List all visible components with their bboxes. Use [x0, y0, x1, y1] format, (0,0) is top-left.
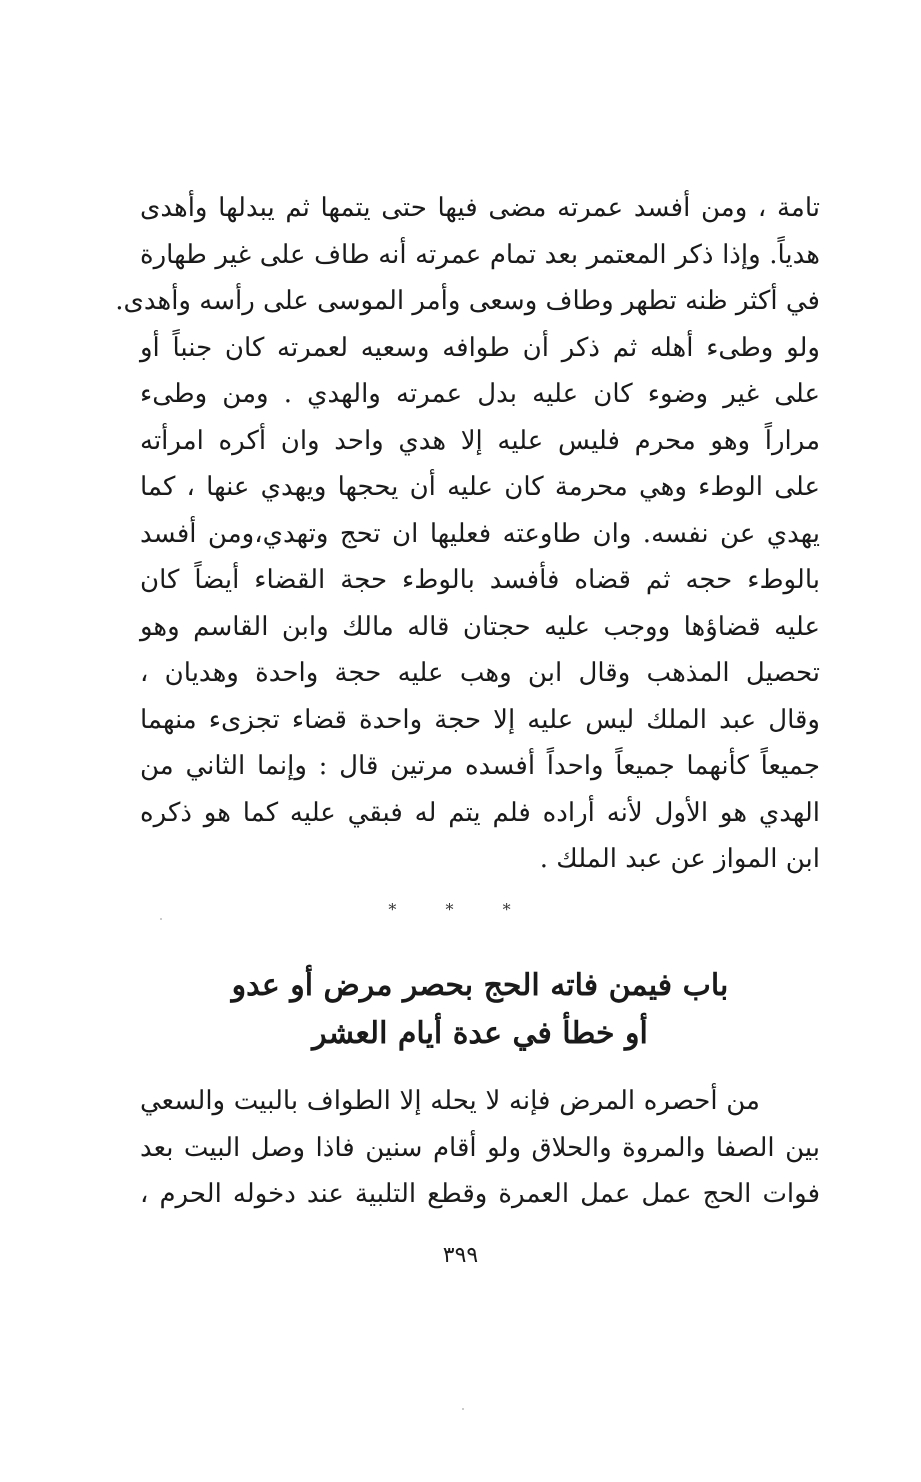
section-heading: [140, 962, 820, 1058]
paragraph-body: [115, 185, 821, 883]
text-line: الهدي هو الأول لأنه أراده فلم يتم له فبقي عليه كما هو ذكره: [140, 797, 820, 828]
scan-speck: [160, 918, 162, 920]
section-separator: * * *: [388, 900, 533, 919]
paragraph-body: [140, 1078, 820, 1218]
text-line: على غير وضوء كان عليه بدل عمرته والهدي . ومن وطىء: [140, 379, 820, 409]
text-line: هدياً. وإذا ذكر المعتمر بعد تمام عمرته أنه طاف على غير طهارة: [140, 239, 820, 270]
text-line: فوات الحج عمل عمل العمرة وقطع التلبية عند دخوله الحرم ،: [140, 1179, 820, 1209]
text-line: من أحصره المرض فإنه لا يحله إلا الطواف بالبيت والسعي: [140, 1086, 760, 1116]
text-line: جميعاً كأنهما جميعاً واحداً أفسده مرتين قال : وإنما الثاني من: [140, 751, 820, 781]
text-line: يهدي عن نفسه. وان طاوعته فعليها ان تحج وتهدي،ومن أفسد: [140, 518, 821, 549]
text-line: مراراً وهو محرم فليس عليه إلا هدي واحد وان أكره امرأته: [140, 425, 820, 456]
page-number: ٣٩٩: [442, 1243, 479, 1268]
text-line: على الوطء وهي محرمة كان عليه أن يحجها ويهدي عنها ، كما: [140, 472, 820, 502]
heading-line: باب فيمن فاته الحج بحصر مرض أو عدو: [231, 968, 729, 1003]
text-line: ابن المواز عن عبد الملك .: [539, 844, 820, 874]
scan-speck: [462, 1408, 464, 1410]
text-line: تحصيل المذهب وقال ابن وهب عليه حجة واحدة وهديان ،: [140, 658, 820, 688]
text-line: بالوطء حجه ثم قضاه فأفسد بالوطء حجة القضاء أيضاً كان: [140, 565, 820, 595]
text-line: بين الصفا والمروة والحلاق ولو أقام سنين فاذا وصل البيت بعد: [140, 1132, 820, 1163]
text-line: تامة ، ومن أفسد عمرته مضى فيها حتى يتمها ثم يبدلها وأهدى: [140, 193, 820, 223]
heading-line: أو خطأ في عدة أيام العشر: [312, 1016, 648, 1051]
text-line: في أكثر ظنه تطهر وطاف وسعى وأمر الموسى على رأسه وأهدى.: [115, 286, 820, 316]
text-line: وقال عبد الملك ليس عليه إلا حجة واحدة قضاء تجزىء منهما: [140, 704, 820, 735]
text-line: عليه قضاؤها ووجب عليه حجتان قاله مالك وابن القاسم وهو: [140, 611, 820, 642]
text-line: ولو وطىء أهله ثم ذكر أن طوافه وسعيه لعمرته كان جنباً أو: [140, 332, 820, 363]
